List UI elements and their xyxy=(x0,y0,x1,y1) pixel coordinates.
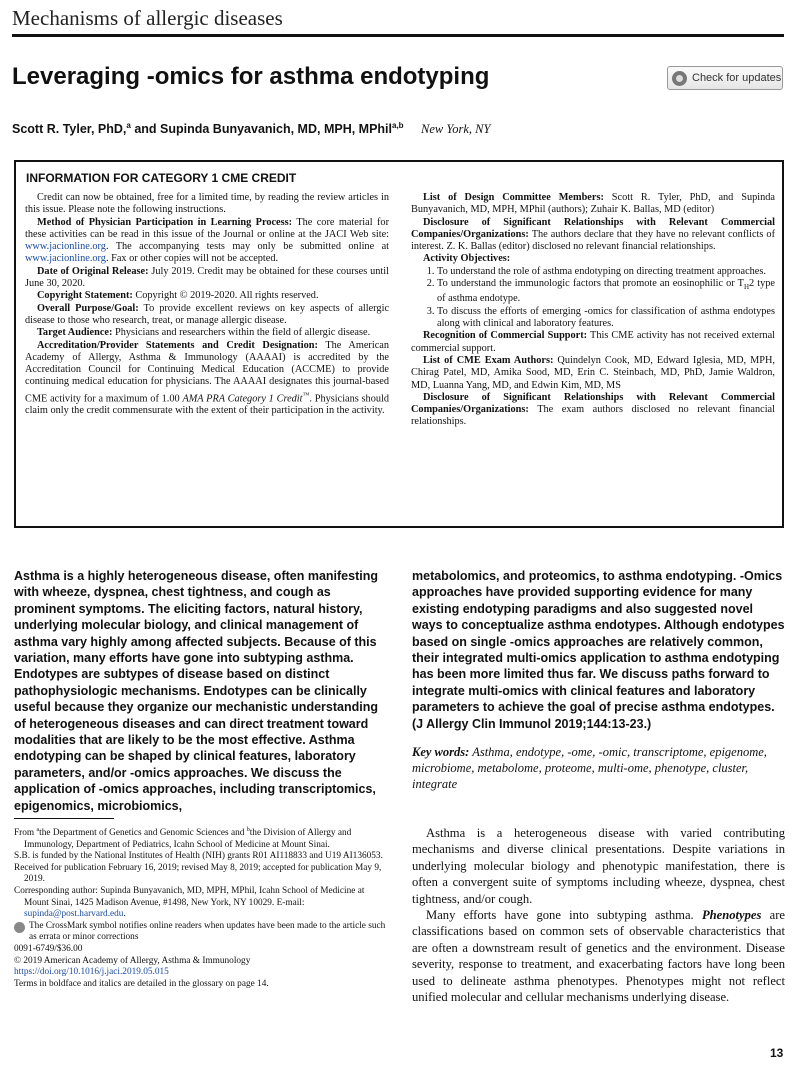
crossmark-icon xyxy=(672,71,687,86)
cme-left-column xyxy=(25,192,389,418)
footnote-rule xyxy=(14,818,114,819)
cme-objectives-heading: Activity Objectives: xyxy=(423,253,511,265)
body-paragraph-2: Many efforts have gone into subtyping asthma. Phenotypes are classifications based on common sets of observable characteristics that are often a downstream result of genetics and the environment. Disease severity, response to treatment, and exacerbating factors have long been used to delineate asthma phenotypes. Phenotypes might not reflect unified molecular and cellular mechanisms underlying disease. xyxy=(412,908,786,1005)
author-2: Supinda Bunyavanich, MD, MPH, MPhil xyxy=(160,122,392,137)
cme-intro: Credit can now be obtained, free for a limited time, by reading the review articles in this issue. Please note the following instructions. xyxy=(25,192,389,216)
footnote-glossary: Terms in boldface and italics are detailed in the glossary on page 14. xyxy=(14,978,269,989)
footnote-received: Received for publication February 16, 2019; revised May 8, 2019; accepted for publication May 9, 2019. xyxy=(14,862,382,885)
cme-design-committee: List of Design Committee Members: Scott R. Tyler, PhD, and Supinda Bunyavanich, MD, MPH, MPhil (authors); Zuhair K. Ballas, MD (editor) xyxy=(411,192,775,216)
footnote-funding: S.B. is funded by the National Institutes of Health (NIH) grants R01 AI118833 and U19 AI136053. xyxy=(14,851,383,862)
footnote-affiliations: From $^a$the Department of Genetics and Genomic Sciences and $^b$the Division of Allergy and Immunology, Department of Pediatrics, Icahn School of Medicine at Mount Sinai. xyxy=(14,827,352,850)
cme-audience: Target Audience: Physicians and researchers within the field of allergic disease. xyxy=(37,327,371,339)
keywords-text: Asthma, endotype, -ome, -omic, transcriptome, epigenome, microbiome, metabolome, proteome, multi-ome, phenotype, cluster, integrate xyxy=(412,745,767,791)
glossary-term-phenotypes: Phenotypes xyxy=(701,908,762,923)
body-paragraph-1: Asthma is a heterogeneous disease with varied contributing mechanisms and diverse clinical presentations. Despite variations in underlying molecular biology and phenotypic manifestation, there is often a convergent suite of symptoms including wheeze, dyspnea, chest tightness, and/or cough. xyxy=(412,826,785,906)
footnote-issn: 0091-6749/$36.00 xyxy=(14,944,83,955)
footnote-corresponding: Corresponding author: Supinda Bunyavanich, MD, MPH, MPhil, Icahn School of Medicine at Mount Sinai, 1425 Madison Avenue, #1498, New York, NY 10029. E-mail: supinda@post.harvard.edu. xyxy=(14,886,365,920)
cme-info-box xyxy=(14,160,784,528)
author-line xyxy=(12,121,490,137)
cme-disclosure-exam: Disclosure of Significant Relationships with Relevant Commercial Companies/Organizations: The exam authors disclosed no relevant financial relationships. xyxy=(411,391,775,428)
cme-accreditation: Accreditation/Provider Statements and Credit Designation: The American Academy of Allergy, Asthma & Immunology (AAAAI) is accredited by the Accreditation Council for Continuing Medical Education (ACCME) to provide continuing medical education for physicians. The AAAAI designates this journal-based CME activity for a maximum of 1.00 AMA PRA Category 1 Credit™. Physicians should claim only the credit commensurate with the extent of their participation in the activity. xyxy=(25,339,390,417)
cme-objective: 2. To understand the immunologic factors that promote an eosinophilic or $T_H2$ type of asthma endotype. xyxy=(437,278,775,306)
jaci-link-2[interactable]: www.jacionline.org xyxy=(25,253,106,265)
check-for-updates-button[interactable] xyxy=(667,66,783,90)
author-location: New York, NY xyxy=(421,122,491,137)
jaci-link-1[interactable]: www.jacionline.org xyxy=(25,241,106,253)
check-for-updates-label: Check for updates xyxy=(692,72,782,84)
cme-disclosure-authors: Disclosure of Significant Relationships with Relevant Commercial Companies/Organizations: The authors declare that they have no relevant conflicts of interest. Z. K. Ballas (editor) disclosed no relevant financial relationships. xyxy=(411,216,775,253)
cme-objective: 1. To understand the role of asthma endotyping on directing treatment approaches. xyxy=(437,266,775,278)
cme-heading: INFORMATION FOR CATEGORY 1 CME CREDIT xyxy=(26,171,297,185)
cme-objectives-list xyxy=(411,266,775,331)
body-text xyxy=(412,825,785,1005)
cme-copyright: Copyright Statement: Copyright © 2019-2020. All rights reserved. xyxy=(37,290,319,302)
email-link[interactable]: supinda@post.harvard.edu xyxy=(24,909,124,920)
footnote-crossmark: The CrossMark symbol notifies online readers when updates have been made to the article such as errata or minor corrections xyxy=(14,921,390,944)
cme-release: Date of Original Release: July 2019. Credit may be obtained for these courses until June 30, 2020. xyxy=(25,265,389,290)
footnotes xyxy=(14,825,390,990)
author-1: Scott R. Tyler, PhD, xyxy=(12,122,127,137)
cme-purpose: Overall Purpose/Goal: To provide excellent reviews on key aspects of allergic disease to those who research, treat, or manage allergic disease. xyxy=(25,302,390,326)
cme-right-column xyxy=(411,192,775,429)
cme-commercial-support: Recognition of Commercial Support: This CME activity has not received external commercial support. xyxy=(411,330,776,354)
page-number: 13 xyxy=(770,1046,784,1060)
doi-link[interactable]: https://doi.org/10.1016/j.jaci.2019.05.015 xyxy=(14,967,169,978)
cme-method: Method of Physician Participation in Learning Process: The core material for these activities can be read in this issue of the Journal or online at the JACI Web site: www.jacionline.org. The accompanying tests may only be submitted online at www.jacionline.org. Fax or other copies will not be accepted. xyxy=(25,216,390,265)
journal-section-header: Mechanisms of allergic diseases xyxy=(12,6,283,30)
crossmark-small-icon xyxy=(14,922,25,933)
keywords-label: Key words: xyxy=(412,745,470,759)
article-title: Leveraging -omics for asthma endotyping xyxy=(12,63,490,90)
author-2-affiliation: a,b xyxy=(392,121,404,130)
abstract-left: Asthma is a highly heterogeneous disease, often manifesting with wheeze, dyspnea, chest tightness, and cough as prominent symptoms. The eliciting factors, natural history, underlying molecular biology, and clinical management of asthma vary highly among affected subjects. Because of this variation, many efforts have gone into subtyping asthma. Endotypes are subtypes of disease based on distinct pathophysiologic mechanisms. Endotypes can be clinically useful because they organize our mechanistic understanding of heterogeneous diseases and can direct treatment toward modalities that are likely to be the most effective. Asthma endotyping can be shaped by clinical features, laboratory parameters, and/or -omics approaches. We discuss the application of -omics approaches, including transcriptomics, epigenomics, microbiomics, xyxy=(14,569,378,813)
keywords xyxy=(412,744,786,792)
cme-objective: 3. To discuss the efforts of emerging -omics for classification of asthma endotypes along with clinical and laboratory features. xyxy=(437,306,775,331)
header-rule xyxy=(12,34,784,37)
cme-exam-authors: List of CME Exam Authors: Quindelyn Cook, MD, Edward Iglesia, MD, MPH, Chirag Patel, MD, Amika Sood, MD, Erin C. Steinbach, MD, PhD, Jamie Waldron, MD, Luanna Yang, MD, and Edwin Kim, MD, MS xyxy=(411,354,775,391)
author-connector: and xyxy=(134,122,157,137)
footnote-copyright: © 2019 American Academy of Allergy, Asthma & Immunology xyxy=(14,955,251,966)
author-1-affiliation: a xyxy=(126,121,131,130)
abstract-right: metabolomics, and proteomics, to asthma endotyping. -Omics approaches have provided supporting evidence for many existing endotyping paradigms and also suggested novel ways to conceptualize asthma endotypes. Although endotypes based on single -omics approaches are relatively common, their integrated multi-omics application to asthma endotyping has been more limited thus far. We discuss paths forward to integrate multi-omics with clinical features and laboratory parameters to achieve the goal of precise asthma endotypes. (J Allergy Clin Immunol 2019;144:13-23.) xyxy=(412,569,785,731)
